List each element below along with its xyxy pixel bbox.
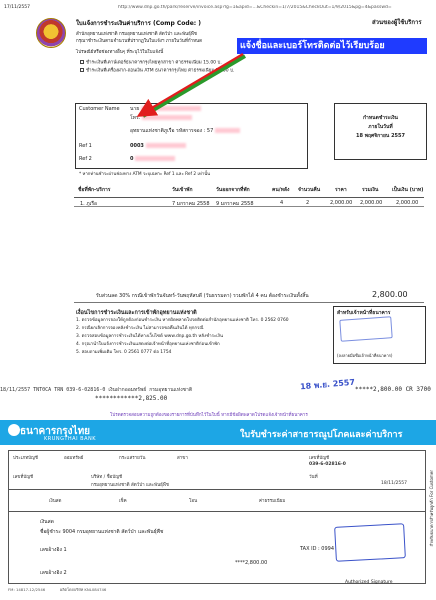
condition-item: 2. กรณียกเลิกการจองหลังชำระเงิน ไม่สามารถขอคืนเงินได้ ทุกกรณี: [76, 326, 204, 331]
customer-name-prefix: นาย: [130, 106, 140, 112]
slip-amount: ****2,800.00: [235, 560, 268, 566]
row-checkin: 7 มกราคม 2558: [172, 201, 210, 207]
slip-cash-label: เงินสด: [49, 499, 62, 504]
row-price: 2,000.00: [330, 200, 353, 206]
row-amount: 2,000.00: [396, 200, 419, 206]
print-url: http://www.dnp.go.th/park/reserve/invoice.asp?lg=1&apid=...&Checkin=1/7/2015&CheckOut=1/9/2015&pg=4&passwd=: [118, 5, 392, 10]
condition-item: 4. กรุณานำใบแจ้งการชำระเงินแสดงต่อเจ้าหน้าที่อุทยานแห่งชาติก่อนเข้าพัก: [76, 342, 220, 347]
total-label: รับส่วนลด 30% กรณีเข้าพักวันจันทร์-วันพฤหัสบดี (วันธรรมดา) รวมพักได้ 4 คน ต้องชำระเงินทั้งสิ้น: [96, 293, 309, 299]
ref2-value-text: 0: [130, 156, 134, 162]
row-checkout: 9 มกราคม 2558: [216, 201, 254, 207]
payment-option-counter-label: ชำระเงินที่เคาน์เตอร์ธนาคารกรุงไทยทุกสาขา ค่าธรรมเนียม 15.00 บ.: [86, 60, 222, 66]
slip-account-type-label: ประเภทบัญชี: [13, 456, 38, 461]
slip-printer-code: ผลิตโดยบริษัท KNL084746: [60, 587, 107, 592]
intro-line-3: ไปรษณีย์หรือช่องทางอื่นๆ ที่ระบุไว้ในใบแจ้งนี้: [76, 50, 164, 55]
row-accommodation: 1. ภูเรือ: [80, 201, 98, 207]
ref2-value: [130, 156, 175, 163]
redacted-ref1: [146, 143, 186, 148]
deadline-date: 18 พฤศจิกายน 2557: [356, 133, 405, 139]
total-value: 2,800.00: [372, 290, 408, 299]
slip-payment-method-section: [8, 490, 426, 512]
col-amount: เป็นเงิน (บาท): [392, 187, 424, 193]
slip-account-no-label: เลขที่บัญชี: [309, 456, 330, 461]
ref1-value-text: 0003: [130, 143, 144, 149]
bank-logo-icon: [8, 424, 20, 436]
slip-transfer-label: โอน: [189, 499, 198, 504]
redacted-booking: [215, 128, 240, 133]
annotation-banner: แจ้งชื่อและเบอร์โทรติดต่อไว้เรียบร้อย: [237, 38, 427, 54]
col-checkin: วันเข้าพัก: [172, 187, 193, 193]
deadline-box: [334, 103, 427, 160]
conditions-title: เงื่อนไขการชำระเงินและการเข้าพักอุทยานแห่งชาติ: [76, 310, 197, 316]
slip-fee-label: ค่าธรรมเนียม: [259, 499, 286, 504]
bank-officer-title: สำหรับเจ้าหน้าที่ธนาคาร: [337, 310, 391, 316]
bank-name-en: KRUNGTHAI BANK: [44, 436, 97, 442]
slip-current-label: กระแสรายวัน: [119, 456, 146, 461]
customer-booking-text: อุทยานแห่งชาติภูเรือ รหัสการจอง : 57: [130, 128, 214, 134]
redacted-ref2: [135, 156, 175, 161]
arrow-icon: [125, 50, 255, 125]
col-persons: คน/หลัง: [272, 187, 290, 193]
slip-date: 18/11/2557: [381, 481, 407, 486]
bank-name-th: ธนาคารกรุงไทย: [20, 426, 91, 437]
col-subtotal: รวมเงิน: [362, 187, 379, 193]
bank-officer-footer: (ลงลายมือชื่อเจ้าหน้าที่ธนาคาร): [337, 353, 393, 358]
slip-form-number: FM: 14817-12/2546: [8, 587, 46, 592]
slip-account-no: 039-6-02816-0: [309, 462, 346, 467]
slip-payer: เงินสด: [40, 519, 54, 525]
customer-tel-prefix: โทร.: [130, 115, 141, 121]
customer-booking: [130, 128, 300, 135]
slip-savings-label: ออมทรัพย์: [64, 456, 84, 461]
slip-signature-label: Authorized Signature: [345, 580, 393, 585]
invoice-title: ใบแจ้งการชำระเงินค่าบริการ (Comp Code: ): [76, 20, 201, 27]
col-accommodation: ชื่อที่พัก-บริการ: [78, 187, 111, 193]
col-nights: จำนวนคืน: [298, 187, 321, 193]
ref1-value: [130, 143, 186, 150]
condition-item: 1. ตรวจข้อมูลการจองให้ถูกต้องก่อนชำระเงิน หากผิดพลาดโปรดติดต่อสำนักอุทยานแห่งชาติ โทร. 0 2562 0760: [76, 318, 289, 323]
deadline-line-2: ภายในวันที่: [368, 124, 393, 130]
slip-title: ใบรับชำระค่าสาธารณูปโภคและค่าบริการ: [240, 430, 403, 440]
payment-option-atm-label: ชำระเงินที่เครื่องฝาก-ถอนเงิน ATM ธนาคารกรุงไทย ค่าธรรมเนียม 20.00 บ.: [86, 68, 235, 74]
col-checkout: วันออกจากที่พัก: [216, 187, 250, 193]
condition-item: 5. สอบถามเพิ่มเติม โทร. 0 2561 0777 ต่อ 1754: [76, 350, 172, 355]
slip-branch-label: สาขา: [177, 456, 188, 461]
atm-note: * หากท่านชำระผ่านช่องทาง ATM ระบุเฉพาะ Ref 1 และ Ref 2 เท่านั้น: [79, 172, 211, 177]
intro-line-2: กรุณาชำระเงินตามจำนวนที่ปรากฏในใบแจ้งฯ ภายในวันที่กำหนด: [76, 39, 203, 44]
slip-account-section: [8, 450, 426, 490]
bank-stamp-icon: [334, 523, 406, 562]
slip-amount-total: ************2,825.00: [95, 395, 168, 402]
slip-account-number-label: เลขที่บัญชี: [13, 475, 34, 480]
ref1-label: Ref 1: [79, 143, 92, 149]
checkbox-icon: [80, 68, 84, 72]
checkbox-icon: [80, 60, 84, 64]
bank-stamp-icon: [339, 316, 392, 342]
slip-payer-name: ชื่อผู้ชำระ 9004 กรมอุทยานแห่งชาติ สัตว์ป่า และพันธุ์พืช: [40, 529, 164, 535]
slip-date-label: วันที่: [309, 475, 318, 480]
slip-ref1: เลขอ้างอิง 1: [40, 547, 67, 553]
slip-side-label-bank: สำหรับธนาคาร: [429, 520, 434, 547]
table-rule: [74, 206, 424, 207]
slip-amount-credit: *****2,800.00 CR 3700: [355, 386, 431, 393]
copy-label: ส่วนของผู้ใช้บริการ: [372, 19, 422, 26]
receipt-date-stamp: 18 พ.ย. 2557: [299, 377, 356, 392]
customer-name-label: Customer Name: [79, 106, 120, 112]
department-logo-icon: [36, 18, 66, 48]
col-price: ราคา: [335, 187, 347, 193]
slip-notice: โปรดตรวจสอบความถูกต้องของรายการที่บันทึกไว้ในใบนี้ หากมีข้อผิดพลาดโปรดแจ้งเจ้าหน้าที่ธนาคาร: [110, 413, 308, 418]
row-nights: 2: [306, 200, 310, 206]
row-subtotal: 2,000.00: [360, 200, 383, 206]
deadline-line-1: กำหนดชำระเงิน: [363, 115, 398, 121]
slip-company-label: บริษัท / ชื่อบัญชี: [91, 475, 123, 480]
condition-item: 3. ตรวจสอบข้อมูลการชำระเงินได้ทางเว็บไซต์ www.dnp.go.th หลังชำระเงิน: [76, 334, 223, 339]
total-rule: [74, 302, 424, 303]
ref2-label: Ref 2: [79, 156, 92, 162]
slip-side-label-customer: สำหรับลูกค้า For Customer: [429, 470, 434, 521]
table-rule: [74, 197, 424, 198]
booking-table-header: [0, 184, 436, 197]
slip-cheque-label: เช็ค: [119, 499, 127, 504]
intro-line-1: สำนักอุทยานแห่งชาติ กรมอุทยานแห่งชาติ สัตว์ป่า และพันธุ์พืช: [76, 32, 197, 37]
slip-tax-id: TAX ID : 0994: [300, 546, 335, 552]
row-persons: 4: [280, 200, 284, 206]
print-date: 17/11/2557: [4, 5, 30, 10]
slip-transaction-line: 18/11/2557 TNT0CA TRN 039-6-02816-0 เงินฝากออมทรัพย์ กรมอุทยานแห่งชาติ: [0, 387, 193, 393]
slip-ref2: เลขอ้างอิง 2: [40, 570, 67, 576]
slip-company-name: กรมอุทยานแห่งชาติ สัตว์ป่า และพันธุ์พืช: [91, 483, 169, 488]
